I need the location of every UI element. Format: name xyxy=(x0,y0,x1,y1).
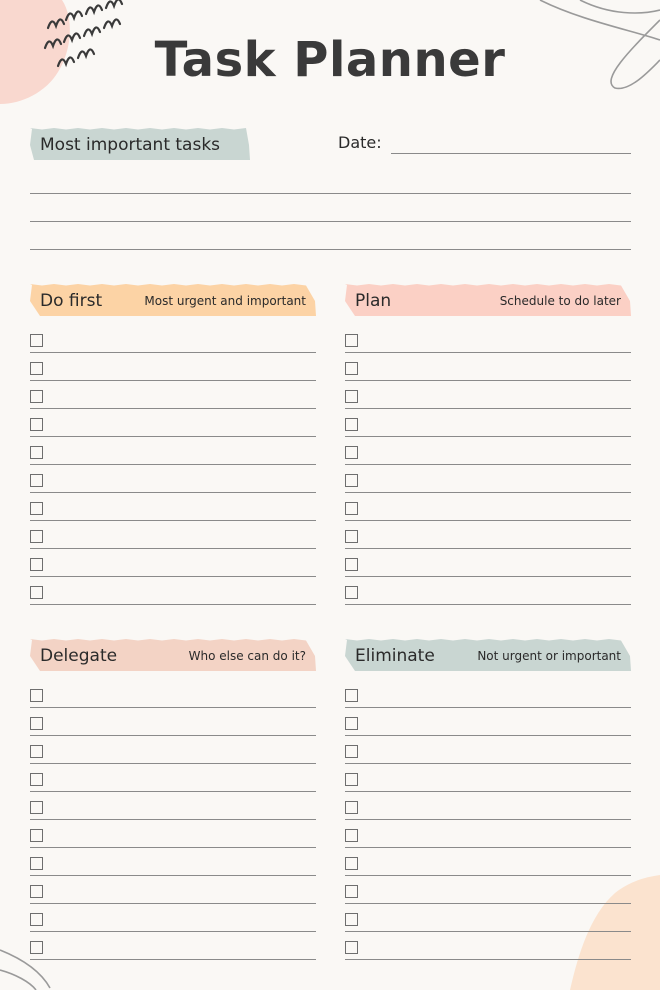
task-line[interactable] xyxy=(30,352,316,353)
important-tasks-banner xyxy=(30,126,250,164)
section-subtitle: Who else can do it? xyxy=(188,649,306,663)
task-line[interactable] xyxy=(30,436,316,437)
task-line[interactable] xyxy=(345,903,631,904)
task-line[interactable] xyxy=(30,735,316,736)
task-line[interactable] xyxy=(30,903,316,904)
task-checkbox[interactable] xyxy=(345,941,358,954)
task-line[interactable] xyxy=(345,464,631,465)
task-line[interactable] xyxy=(345,408,631,409)
important-task-line[interactable] xyxy=(30,193,631,194)
task-line[interactable] xyxy=(345,520,631,521)
task-line[interactable] xyxy=(30,875,316,876)
section-subtitle: Schedule to do later xyxy=(499,294,621,308)
task-checkbox[interactable] xyxy=(345,474,358,487)
task-line[interactable] xyxy=(345,875,631,876)
task-line[interactable] xyxy=(30,576,316,577)
task-line[interactable] xyxy=(30,763,316,764)
task-line[interactable] xyxy=(345,931,631,932)
task-checkbox[interactable] xyxy=(30,885,43,898)
task-checkbox[interactable] xyxy=(345,745,358,758)
task-line[interactable] xyxy=(30,604,316,605)
task-checkbox[interactable] xyxy=(30,745,43,758)
date-field[interactable] xyxy=(391,153,631,154)
task-checkbox[interactable] xyxy=(345,689,358,702)
task-line[interactable] xyxy=(30,791,316,792)
important-task-line[interactable] xyxy=(30,249,631,250)
section-title: Eliminate xyxy=(355,646,435,666)
task-checkbox[interactable] xyxy=(30,689,43,702)
task-checkbox[interactable] xyxy=(30,418,43,431)
task-checkbox[interactable] xyxy=(345,446,358,459)
task-line[interactable] xyxy=(30,707,316,708)
task-line[interactable] xyxy=(345,352,631,353)
section-header-do-first xyxy=(30,282,316,320)
task-checkbox[interactable] xyxy=(345,334,358,347)
section-subtitle: Not urgent or important xyxy=(477,649,621,663)
task-line[interactable] xyxy=(30,492,316,493)
swirl-lines-bottom-left xyxy=(0,930,60,990)
task-line[interactable] xyxy=(345,735,631,736)
task-line[interactable] xyxy=(345,847,631,848)
section-header-eliminate xyxy=(345,637,631,675)
section-header-delegate xyxy=(30,637,316,675)
task-checkbox[interactable] xyxy=(345,502,358,515)
task-line[interactable] xyxy=(345,819,631,820)
task-checkbox[interactable] xyxy=(30,474,43,487)
task-checkbox[interactable] xyxy=(345,558,358,571)
task-line[interactable] xyxy=(30,959,316,960)
task-checkbox[interactable] xyxy=(345,801,358,814)
task-checkbox[interactable] xyxy=(30,941,43,954)
important-tasks-label: Most important tasks xyxy=(40,135,221,155)
task-line[interactable] xyxy=(345,436,631,437)
task-line[interactable] xyxy=(345,604,631,605)
task-checkbox[interactable] xyxy=(345,717,358,730)
task-checkbox[interactable] xyxy=(345,857,358,870)
section-title: Delegate xyxy=(40,646,118,666)
peach-blob-bottom-right xyxy=(570,875,660,990)
task-checkbox[interactable] xyxy=(30,390,43,403)
task-line[interactable] xyxy=(345,707,631,708)
task-line[interactable] xyxy=(30,548,316,549)
task-checkbox[interactable] xyxy=(345,390,358,403)
task-checkbox[interactable] xyxy=(345,829,358,842)
page-title: Task Planner xyxy=(154,32,506,88)
task-checkbox[interactable] xyxy=(30,558,43,571)
section-subtitle: Most urgent and important xyxy=(144,294,306,308)
task-line[interactable] xyxy=(345,548,631,549)
important-task-line[interactable] xyxy=(30,221,631,222)
task-checkbox[interactable] xyxy=(30,913,43,926)
task-checkbox[interactable] xyxy=(345,418,358,431)
task-line[interactable] xyxy=(30,520,316,521)
task-checkbox[interactable] xyxy=(30,717,43,730)
task-checkbox[interactable] xyxy=(345,530,358,543)
task-line[interactable] xyxy=(30,847,316,848)
task-line[interactable] xyxy=(345,763,631,764)
date-label: Date: xyxy=(338,133,382,152)
task-checkbox[interactable] xyxy=(30,362,43,375)
task-line[interactable] xyxy=(30,819,316,820)
section-header-plan xyxy=(345,282,631,320)
task-checkbox[interactable] xyxy=(30,829,43,842)
task-checkbox[interactable] xyxy=(345,773,358,786)
task-line[interactable] xyxy=(30,408,316,409)
task-checkbox[interactable] xyxy=(30,334,43,347)
task-checkbox[interactable] xyxy=(345,586,358,599)
task-checkbox[interactable] xyxy=(345,362,358,375)
task-line[interactable] xyxy=(30,464,316,465)
task-checkbox[interactable] xyxy=(30,530,43,543)
task-checkbox[interactable] xyxy=(345,885,358,898)
task-line[interactable] xyxy=(345,791,631,792)
task-line[interactable] xyxy=(345,380,631,381)
task-line[interactable] xyxy=(345,959,631,960)
task-checkbox[interactable] xyxy=(30,857,43,870)
task-checkbox[interactable] xyxy=(30,773,43,786)
task-line[interactable] xyxy=(30,931,316,932)
task-line[interactable] xyxy=(30,380,316,381)
task-checkbox[interactable] xyxy=(30,446,43,459)
task-checkbox[interactable] xyxy=(345,913,358,926)
section-title: Do first xyxy=(40,291,103,311)
task-line[interactable] xyxy=(345,576,631,577)
task-checkbox[interactable] xyxy=(30,801,43,814)
section-title: Plan xyxy=(355,291,392,311)
task-checkbox[interactable] xyxy=(30,586,43,599)
task-line[interactable] xyxy=(345,492,631,493)
task-checkbox[interactable] xyxy=(30,502,43,515)
